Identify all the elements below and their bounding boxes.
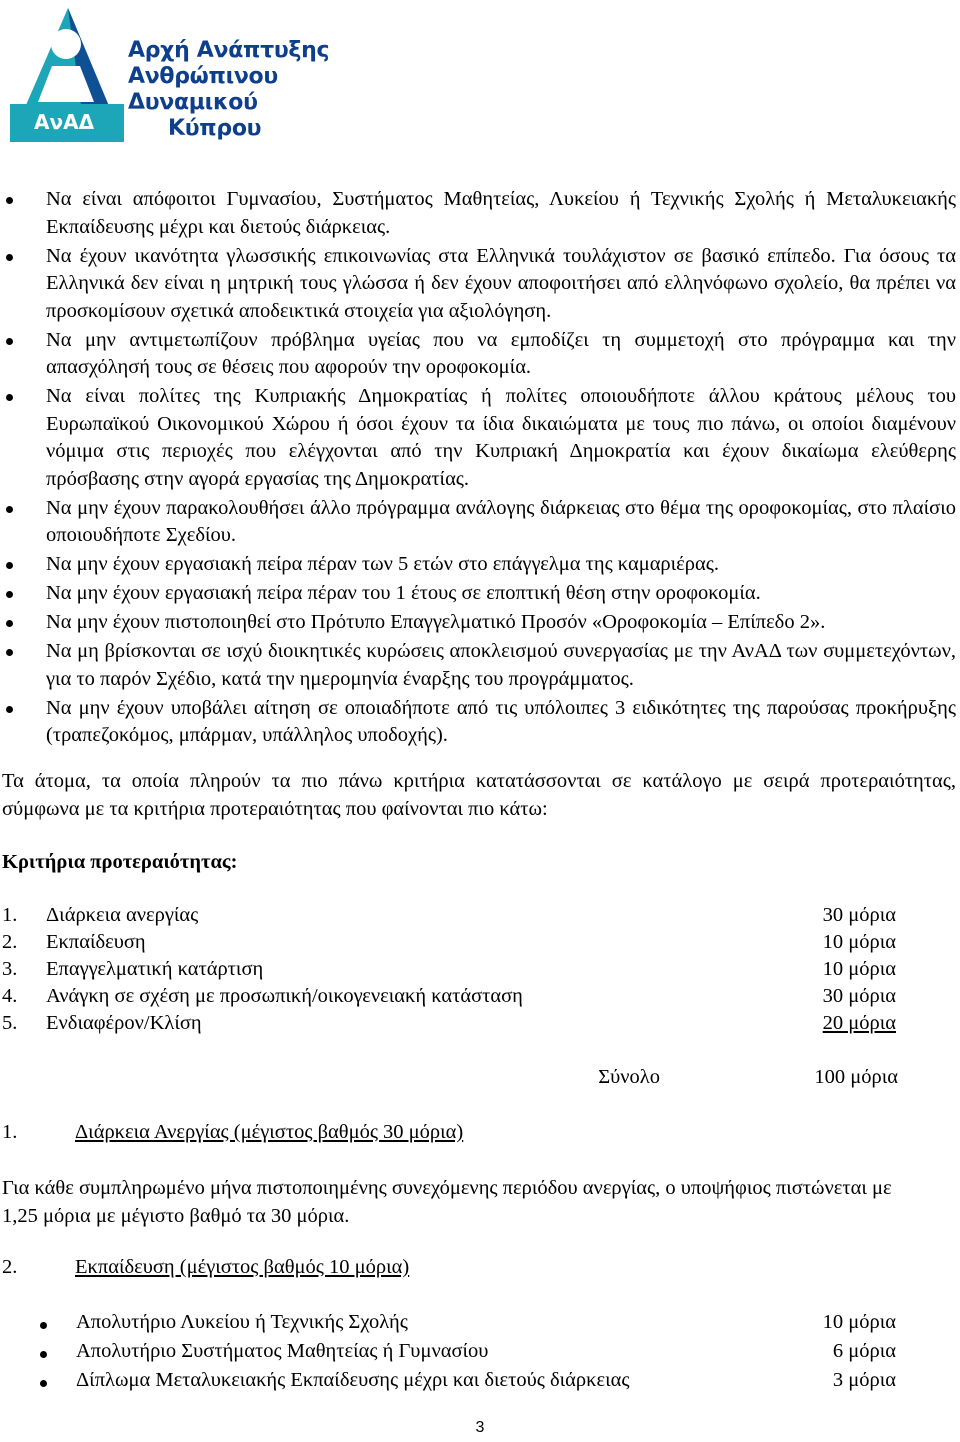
education-label: Απολυτήριο Συστήματος Μαθητείας ή Γυμνασίου	[76, 1340, 489, 1362]
criteria-number: 5.	[2, 1012, 18, 1034]
page-number: 3	[475, 1419, 485, 1436]
list-item	[40, 1369, 896, 1397]
table-row	[2, 1012, 896, 1039]
criteria-points: 30 μόρια	[822, 904, 896, 926]
logo-line: Δυναμικού	[128, 90, 258, 115]
criteria-points: 10 μόρια	[822, 958, 896, 980]
criteria-number: 4.	[2, 985, 18, 1007]
criteria-points: 10 μόρια	[822, 931, 896, 953]
education-label: Δίπλωμα Μεταλυκειακής Εκπαίδευσης μέχρι και διετούς διάρκειας	[76, 1369, 630, 1391]
logo-line: Κύπρου	[168, 116, 262, 141]
list-item: Να είναι πολίτες της Κυπριακής Δημοκρατίας ή πολίτες οποιουδήποτε άλλου κράτους μέλους του Ευρωπαϊκού Οικονομικού Χώρου ή όσοι έχουν τα ίδια δικαιώματα με τους πιο πάνω, οι οποίοι διαμένουν νόμιμα στις περιοχές που ελέγχονται από την Κυπριακή Δημοκρατία και έχουν δικαίωμα ελεύθερης πρόσβασης στην αγορά εργασίας της Δημοκρατίας.	[0, 383, 960, 493]
section-title: Εκπαίδευση (μέγιστος βαθμός 10 μόρια)	[75, 1256, 410, 1278]
organization-logo	[8, 4, 330, 146]
criteria-number: 2.	[2, 931, 18, 953]
table-row	[2, 958, 896, 985]
total-label: Σύνολο	[598, 1066, 660, 1088]
criteria-points: 30 μόρια	[822, 985, 896, 1007]
criteria-number: 1.	[2, 904, 18, 926]
list-item	[40, 1311, 896, 1339]
intro-paragraph: Τα άτομα, τα οποία πληρούν τα πιο πάνω κριτήρια κατατάσσονται σε κατάλογο με σειρά προτεραιότητας, σύμφωνα με τα κριτήρια προτεραιότητας που φαίνονται πιο κάτω:	[2, 770, 956, 820]
list-item: Να μην έχουν υποβάλει αίτηση σε οποιαδήποτε από τις υπόλοιπες 3 ειδικότητες της παρούσας προκήρυξης (τραπεζοκόμος, μπάρμαν, υπάλληλος υποδοχής).	[0, 695, 960, 750]
list-item: Να είναι απόφοιτοι Γυμνασίου, Συστήματος Μαθητείας, Λυκείου ή Τεχνικής Σχολής ή Μεταλυκειακής Εκπαίδευσης μέχρι και διετούς διάρκειας.	[0, 186, 960, 241]
logo-line: Ανθρώπινου	[128, 64, 278, 89]
criteria-label: Διάρκεια ανεργίας	[46, 904, 199, 926]
list-item: Να έχουν ικανότητα γλωσσικής επικοινωνίας στα Ελληνικά τουλάχιστον σε βασικό επίπεδο. Για όσους τα Ελληνικά δεν είναι η μητρική τους γλώσσα ή δεν έχουν αποφοιτήσει από ελληνόφωνο σχολείο, θα πρέπει να προσκομίσουν σχετικά αποδεικτικά στοιχεία για αξιολόγηση.	[0, 243, 960, 326]
criteria-points: 20 μόρια	[822, 1012, 896, 1034]
section-number: 2.	[2, 1256, 18, 1278]
logo-line: Αρχή Ανάπτυξης	[128, 38, 330, 63]
section-number: 1.	[2, 1121, 18, 1143]
total-row	[2, 1066, 896, 1093]
logo-abbreviation: ΑνΑΔ	[34, 110, 95, 134]
section-title: Διάρκεια Ανεργίας (μέγιστος βαθμός 30 μόρια)	[75, 1121, 464, 1143]
criteria-number: 3.	[2, 958, 18, 980]
requirements-list	[0, 186, 960, 751]
table-row	[2, 985, 896, 1012]
list-item: Να μην έχουν παρακολουθήσει άλλο πρόγραμμα ανάλογης διάρκειας στο θέμα της οροφοκομίας, στο πλαίσιο οποιουδήποτε Σχεδίου.	[0, 495, 960, 550]
education-points: 3 μόρια	[832, 1369, 896, 1391]
logo-name	[128, 38, 329, 142]
list-item: Να μην έχουν εργασιακή πείρα πέραν του 1 έτους σε εποπτική θέση στην οροφοκομία.	[0, 580, 960, 608]
criteria-label: Ανάγκη σε σχέση με προσωπική/οικογενειακή κατάσταση	[46, 985, 523, 1007]
education-points: 10 μόρια	[822, 1311, 896, 1333]
criteria-label: Εκπαίδευση	[46, 931, 146, 953]
list-item: Να μην έχουν εργασιακή πείρα πέραν των 5 ετών στο επάγγελμα της καμαριέρας.	[0, 551, 960, 579]
list-item: Να μην αντιμετωπίζουν πρόβλημα υγείας που να εμποδίζει τη συμμετοχή στο πρόγραμμα και την απασχόλησή τους σε θέσεις που αφορούν την οροφοκομία.	[0, 327, 960, 382]
criteria-heading: Κριτήρια προτεραιότητας:	[2, 851, 238, 873]
criteria-label: Επαγγελματική κατάρτιση	[46, 958, 264, 980]
list-item	[40, 1340, 896, 1368]
criteria-label: Ενδιαφέρον/Κλίση	[46, 1012, 202, 1034]
total-points: 100 μόρια	[814, 1066, 898, 1088]
section-1-text: Για κάθε συμπληρωμένο μήνα πιστοποιημένης συνεχόμενης περιόδου ανεργίας, ο υποψήφιος πιστώνεται με 1,25 μόρια με μέγιστο βαθμό τα 30 μόρια.	[2, 1177, 892, 1227]
table-row	[2, 904, 896, 931]
list-item: Να μην έχουν πιστοποιηθεί στο Πρότυπο Επαγγελματικό Προσόν «Οροφοκομία – Επίπεδο 2».	[0, 609, 960, 637]
list-item: Να μη βρίσκονται σε ισχύ διοικητικές κυρώσεις αποκλεισμού συνεργασίας με την ΑνΑΔ των συμμετεχόντων, για το παρόν Σχέδιο, κατά την ημερομηνία έναρξης του προγράμματος.	[0, 638, 960, 693]
education-label: Απολυτήριο Λυκείου ή Τεχνικής Σχολής	[76, 1311, 408, 1333]
table-row	[2, 931, 896, 958]
education-points: 6 μόρια	[832, 1340, 896, 1362]
